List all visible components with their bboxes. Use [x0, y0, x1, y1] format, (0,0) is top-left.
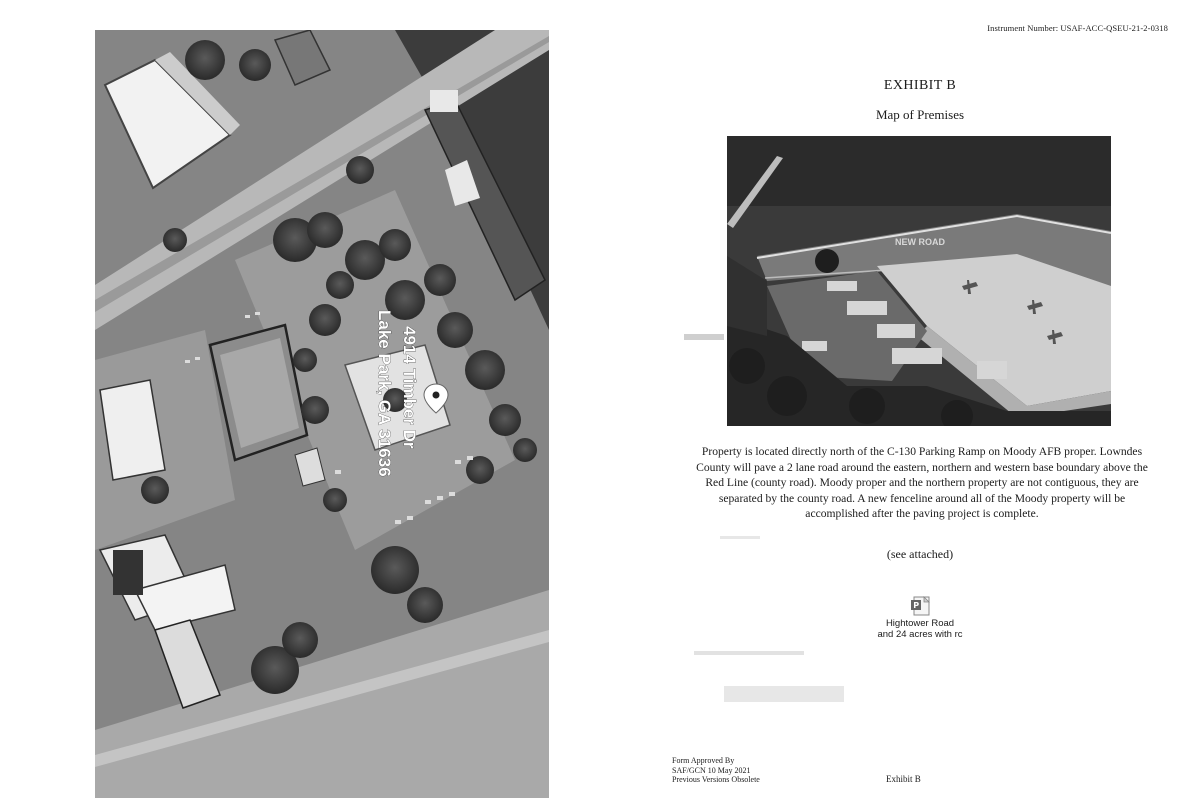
- exhibit-title: EXHIBIT B: [883, 78, 957, 93]
- document-file-icon[interactable]: [910, 596, 932, 616]
- scan-noise: [694, 651, 804, 655]
- description-line: Red Line (county road). Moody proper and the northern property are not contiguous, they are: [705, 476, 1139, 490]
- scan-noise: [724, 686, 844, 702]
- address-line2: Lake Park, GA 31636: [375, 310, 394, 477]
- description-line: accomplished after the paving project is complete.: [805, 507, 1039, 521]
- attachment-label-line2: and 24 acres with rc: [877, 629, 963, 640]
- scan-noise: [720, 536, 760, 539]
- footer-exhibit-label: Exhibit B: [886, 774, 921, 784]
- description-line: separated by the county road. A new fenceline around all of the Moody property will be: [718, 491, 1126, 505]
- aerial-map-image: [95, 30, 549, 798]
- description-line: Property is located directly north of the C-130 Parking Ramp on Moody AFB proper. Lowndes: [701, 445, 1143, 458]
- property-description: [664, 444, 1180, 522]
- svg-text:P: P: [913, 601, 920, 610]
- attachment-label-line1: Hightower Road: [885, 618, 955, 629]
- new-road-label: NEW ROAD: [895, 237, 945, 247]
- exhibit-subtitle: Map of Premises: [875, 107, 965, 122]
- attachment-label[interactable]: [820, 618, 1020, 640]
- scan-noise: [684, 334, 724, 340]
- see-attached-note: (see attached): [886, 547, 954, 561]
- form-note-line1: Form Approved By: [672, 756, 735, 765]
- oblique-aerial-photo: [727, 136, 1111, 426]
- instrument-number: Instrument Number: USAF-ACC-QSEU-21-2-0318: [987, 23, 1168, 33]
- form-note-line3: Previous Versions Obsolete: [672, 775, 760, 784]
- form-approval-note: [672, 756, 760, 785]
- form-note-line2: SAF/GCN 10 May 2021: [672, 765, 751, 775]
- description-line: County will pave a 2 lane road around the eastern, northern and western base boundary above the: [696, 460, 1148, 474]
- address-line1: 4914 Timber Dr: [400, 326, 419, 449]
